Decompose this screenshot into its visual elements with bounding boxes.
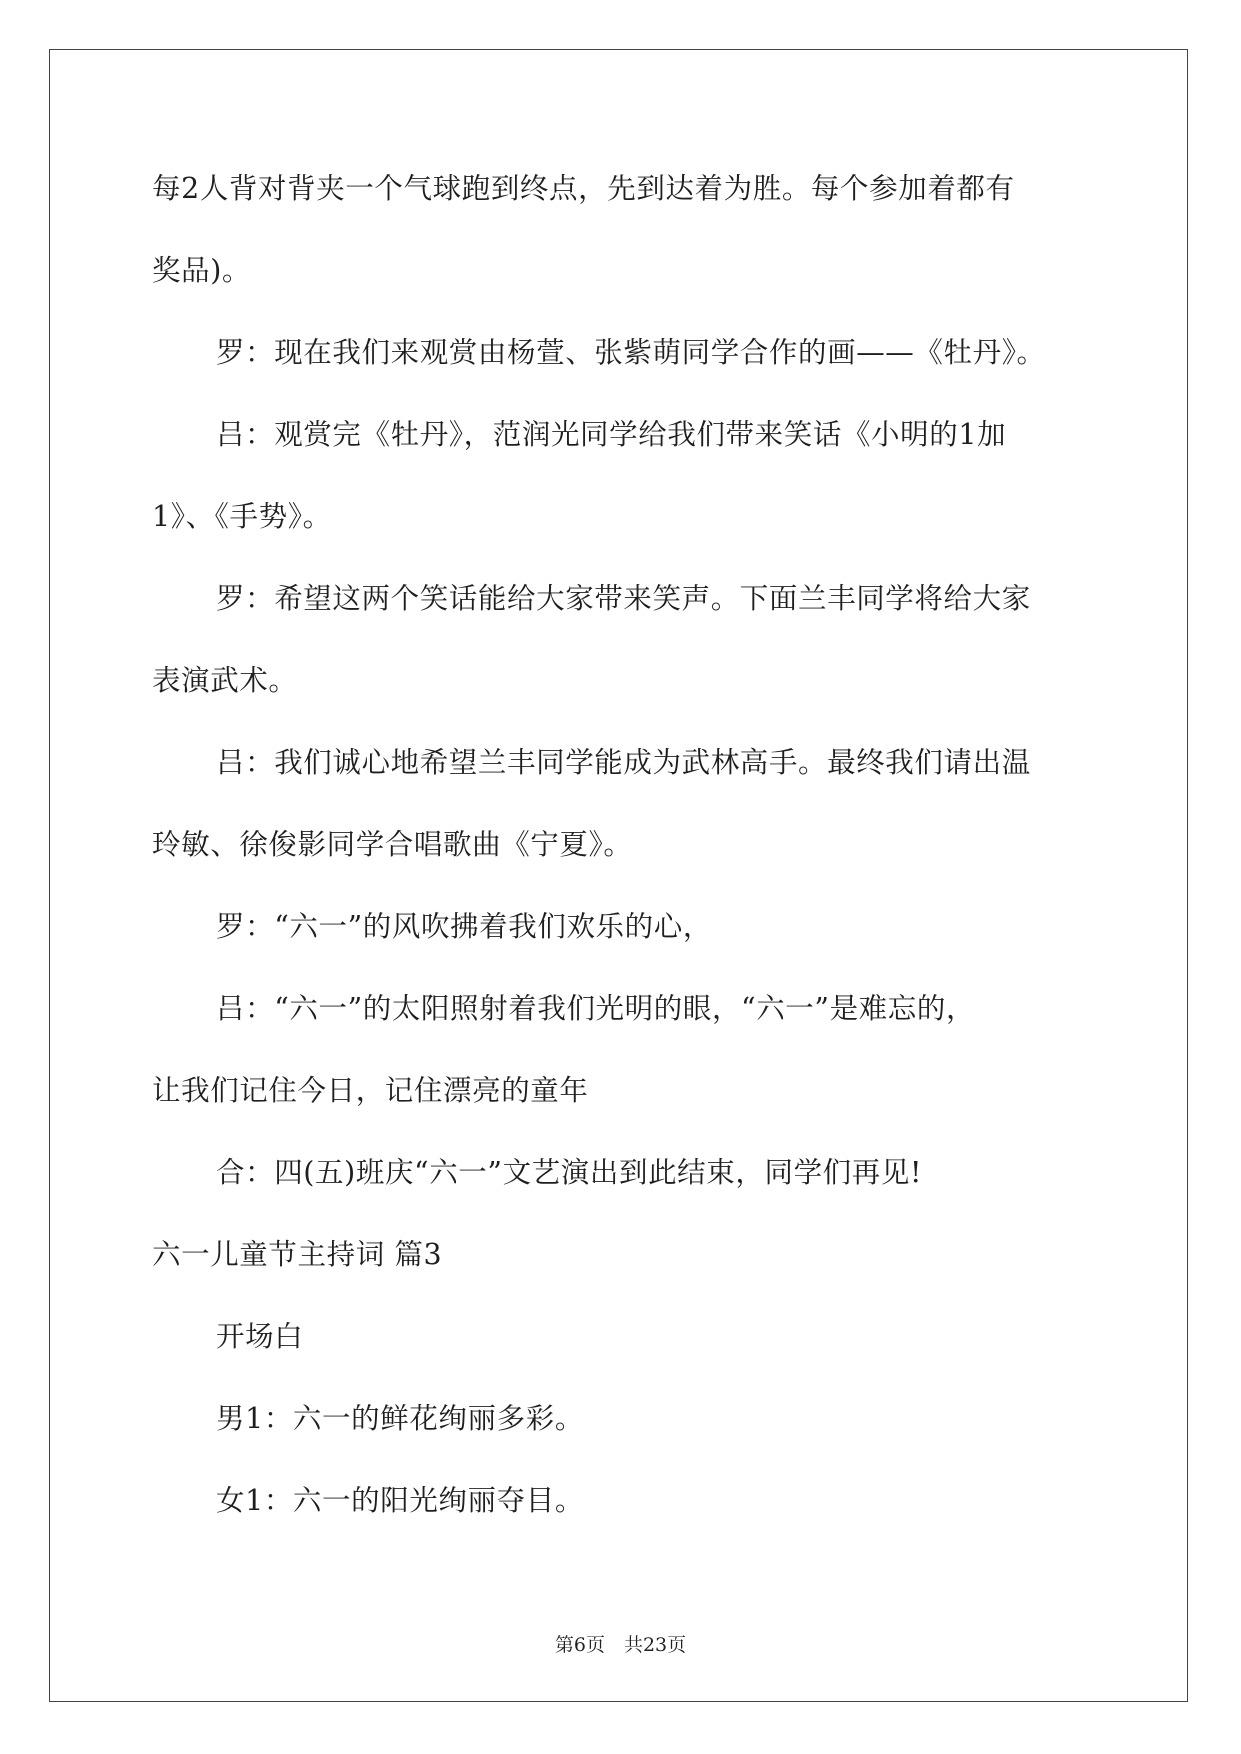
text-line: 男1：六一的鲜花绚丽多彩。 <box>216 1402 584 1435</box>
text-line: 罗：现在我们来观赏由杨萱、张紫萌同学合作的画——《牡丹》。 <box>216 336 1046 369</box>
text-line: 吕：观赏完《牡丹》，范润光同学给我们带来笑话《小明的1加 <box>216 418 1007 451</box>
text-line: 1》、《手势》。 <box>152 500 332 533</box>
text-line: 奖品)。 <box>152 254 252 287</box>
section-heading: 六一儿童节主持词 篇3 <box>152 1238 443 1271</box>
text-line: 让我们记住今日，记住漂亮的童年 <box>152 1074 589 1107</box>
text-line: 每2人背对背夹一个气球跑到终点，先到达着为胜。每个参加着都有 <box>152 172 1015 205</box>
text-line: 吕：我们诚心地希望兰丰同学能成为武林高手。最终我们请出温 <box>216 746 1031 779</box>
text-line: 玲敏、徐俊影同学合唱歌曲《宁夏》。 <box>152 828 633 861</box>
text-line: 女1：六一的阳光绚丽夺目。 <box>216 1484 584 1517</box>
text-line: 吕：“六一”的太阳照射着我们光明的眼，“六一”是难忘的， <box>216 992 976 1025</box>
text-line: 罗：希望这两个笑话能给大家带来笑声。下面兰丰同学将给大家 <box>216 582 1031 615</box>
text-line: 合：四(五)班庆“六一”文艺演出到此结束，同学们再见! <box>216 1156 923 1189</box>
page-border <box>49 49 1188 1702</box>
text-line: 开场白 <box>216 1320 304 1353</box>
page-number-footer: 第6页 共23页 <box>554 1634 687 1656</box>
text-line: 表演武术。 <box>152 664 298 697</box>
text-line: 罗：“六一”的风吹拂着我们欢乐的心， <box>216 910 712 943</box>
